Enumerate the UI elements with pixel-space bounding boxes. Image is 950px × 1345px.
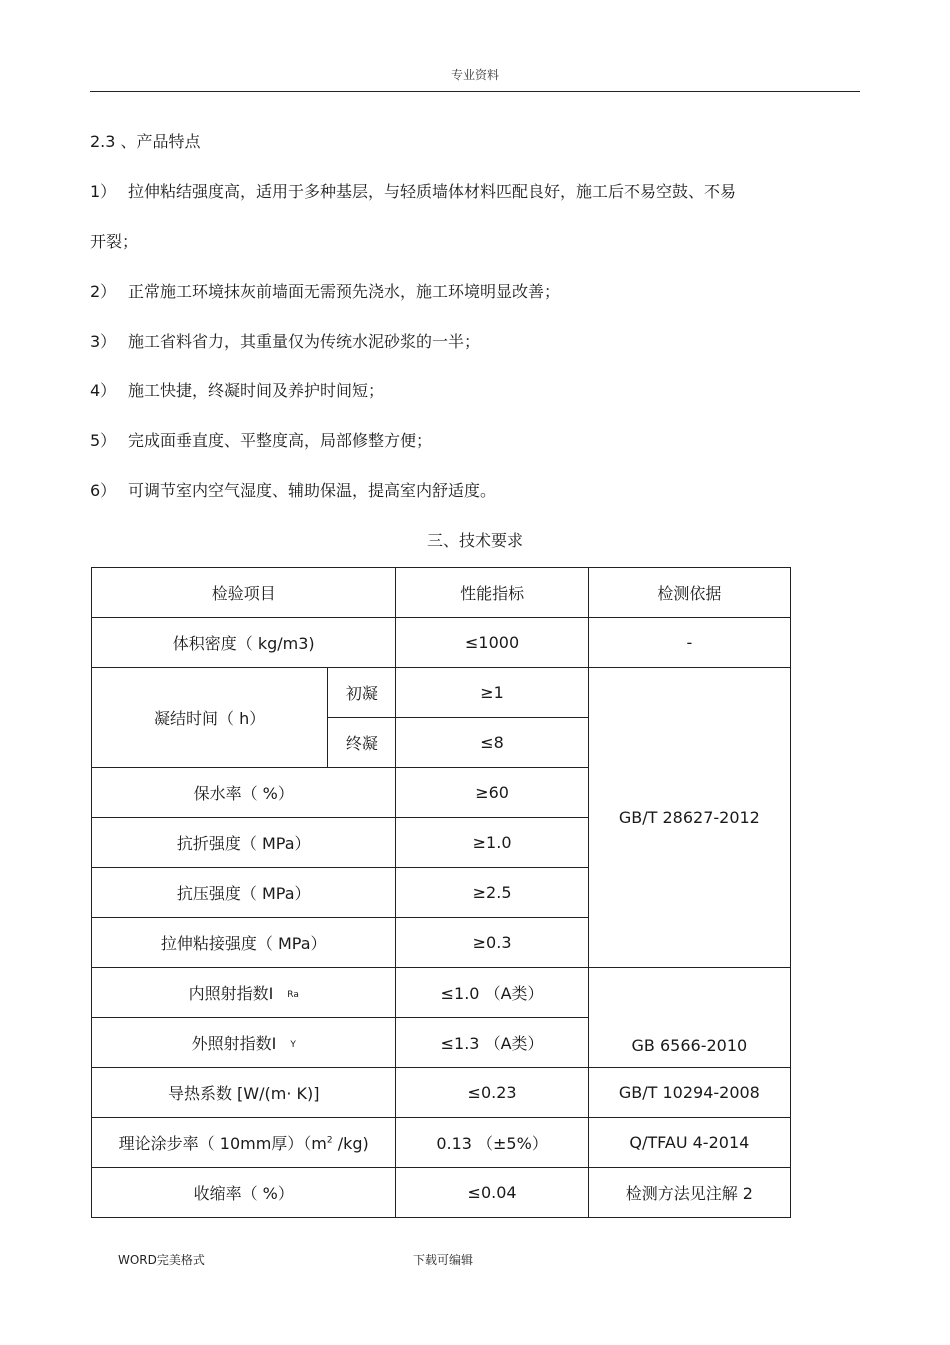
- feature-item-5: [90, 430, 432, 452]
- row-item-subscript: Ra: [287, 989, 299, 1000]
- row-value: ≤1000: [396, 618, 588, 668]
- row-subitem: 终凝: [328, 718, 396, 768]
- row-item: 抗压强度（ MPa）: [92, 868, 396, 918]
- row-item: [92, 1018, 396, 1068]
- row-value: ≥2.5: [396, 868, 588, 918]
- table-row: [92, 1068, 791, 1118]
- feature-item-text: 可调节室内空气湿度、辅助保温，提高室内舒适度。: [128, 481, 497, 500]
- header-item: 检验项目: [92, 568, 396, 618]
- row-item: 体积密度（ kg/m3): [92, 618, 396, 668]
- feature-item-number: 5）: [90, 431, 117, 450]
- row-item-text: 理论涂步率（ 10mm厚）（m: [118, 1134, 327, 1153]
- row-basis: Q/TFAU 4-2014: [588, 1118, 790, 1168]
- feature-item-text: 拉伸粘结强度高，适用于多种基层，与轻质墙体材料匹配良好，施工后不易空鼓、不易: [128, 182, 737, 201]
- table-row: [92, 1118, 791, 1168]
- row-item: 抗折强度（ MPa）: [92, 818, 396, 868]
- table-row: [92, 1168, 791, 1218]
- row-value: ≥0.3: [396, 918, 588, 968]
- row-item-text-tail: /kg): [332, 1134, 369, 1153]
- row-value: ≥1: [396, 668, 588, 718]
- row-basis: GB/T 28627-2012: [588, 668, 790, 968]
- feature-item-number: 3）: [90, 332, 117, 351]
- header-basis: 检测依据: [588, 568, 790, 618]
- table-row: [92, 668, 791, 718]
- row-value: ≤1.0 （A类）: [396, 968, 588, 1018]
- feature-item-number: 1）: [90, 182, 117, 201]
- row-basis: 检测方法见注解 2: [588, 1168, 790, 1218]
- row-item: 保水率（ %）: [92, 768, 396, 818]
- row-basis: GB/T 10294-2008: [588, 1068, 790, 1118]
- row-item: [92, 1118, 396, 1168]
- row-value: ≥1.0: [396, 818, 588, 868]
- feature-item-4: [90, 380, 384, 402]
- row-value: ≤0.04: [396, 1168, 588, 1218]
- feature-item-3: [90, 331, 480, 353]
- footer-center: 下载可编辑: [413, 1253, 474, 1267]
- footer-left: WORD完美格式: [118, 1253, 205, 1267]
- tech-requirements-table: [91, 567, 791, 1218]
- row-subitem: 初凝: [328, 668, 396, 718]
- table-header-row: [92, 568, 791, 618]
- feature-item-number: 2）: [90, 282, 117, 301]
- row-basis: -: [588, 618, 790, 668]
- feature-item-text: 施工快捷，终凝时间及养护时间短；: [128, 381, 385, 400]
- row-item-text: 内照射指数I: [188, 984, 274, 1003]
- feature-item-2: [90, 281, 560, 303]
- feature-item-1: [90, 181, 736, 203]
- row-item-superscript: 2: [326, 1135, 333, 1146]
- feature-item-text: 施工省料省力，其重量仅为传统水泥砂浆的一半；: [128, 332, 481, 351]
- row-value: ≤1.3 （A类）: [396, 1018, 588, 1068]
- feature-item-6: [90, 480, 496, 502]
- row-item: 凝结时间（ h）: [92, 668, 328, 768]
- table-row: [92, 618, 791, 668]
- row-value: ≤8: [396, 718, 588, 768]
- header-divider: [90, 91, 860, 92]
- row-item-text: 外照射指数I: [191, 1034, 277, 1053]
- row-item: 收缩率（ %）: [92, 1168, 396, 1218]
- header-value: 性能指标: [396, 568, 588, 618]
- section-heading: 2.3 、产品特点: [90, 132, 201, 151]
- feature-item-number: 6）: [90, 481, 117, 500]
- section-title: 三、技术要求: [426, 531, 523, 550]
- feature-item-1-continuation: 开裂；: [90, 232, 139, 251]
- row-value: 0.13 （±5%）: [396, 1118, 588, 1168]
- table-row: [92, 968, 791, 1018]
- row-item: 导热系数 [W/(m· K)]: [92, 1068, 396, 1118]
- feature-item-text: 正常施工环境抹灰前墙面无需预先浇水，施工环境明显改善；: [128, 282, 561, 301]
- row-value: ≤0.23: [396, 1068, 588, 1118]
- feature-item-text: 完成面垂直度、平整度高，局部修整方便；: [128, 431, 433, 450]
- row-item: 拉伸粘接强度（ MPa）: [92, 918, 396, 968]
- page-header: 专业资料: [450, 68, 499, 82]
- row-value: ≥60: [396, 768, 588, 818]
- row-basis: GB 6566-2010: [588, 968, 790, 1068]
- row-item-subscript: Y: [290, 1039, 296, 1050]
- row-item: [92, 968, 396, 1018]
- feature-item-number: 4）: [90, 381, 117, 400]
